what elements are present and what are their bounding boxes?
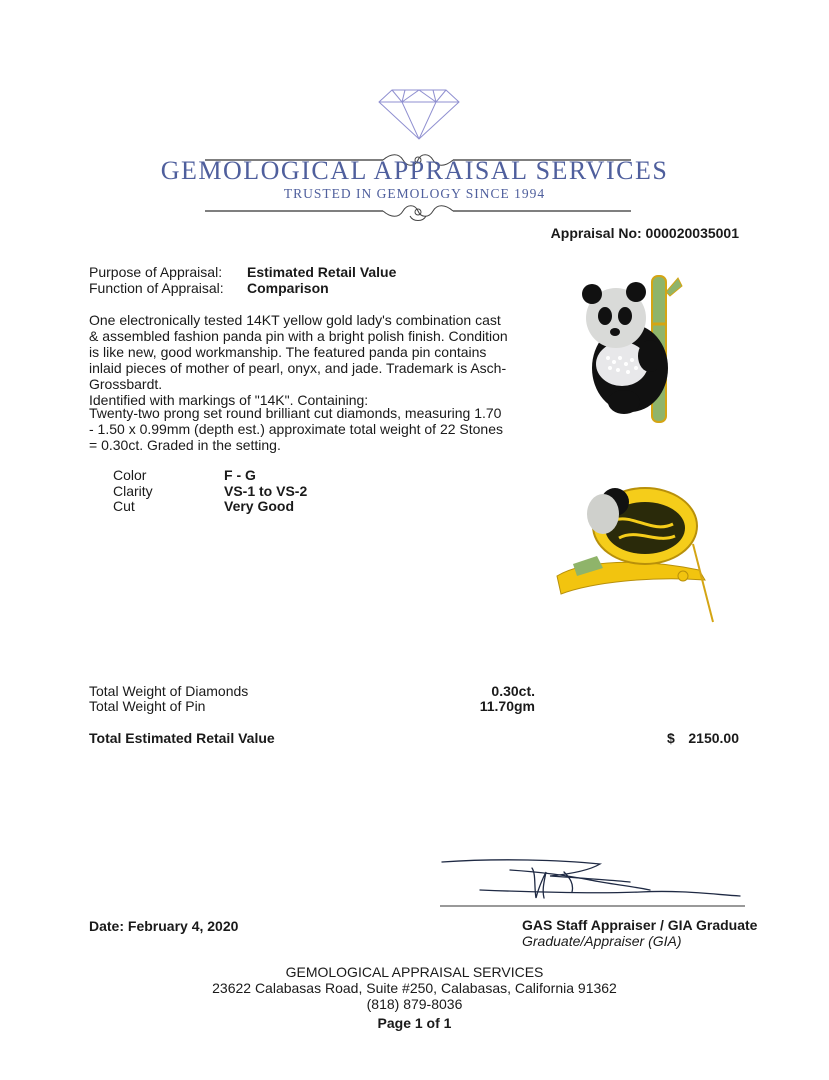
diamond-line: Twenty-two prong set round brilliant cut diamonds, measuring 1.70 [89, 405, 502, 421]
appraiser-title: GAS Staff Appraiser / GIA Graduate [522, 917, 758, 933]
spec-value-clarity: VS-1 to VS-2 [224, 483, 308, 499]
item-description [89, 312, 569, 408]
appraisal-date: Date: February 4, 2020 [89, 918, 239, 934]
spec-label-clarity: Clarity [113, 483, 153, 499]
diamond-line: = 0.30ct. Graded in the setting. [89, 437, 281, 453]
total-diamond-weight-value: 0.30ct. [491, 683, 535, 699]
total-retail-value-label: Total Estimated Retail Value [89, 730, 275, 746]
function-value: Comparison [247, 280, 329, 296]
footer-company: GEMOLOGICAL APPRAISAL SERVICES [285, 964, 544, 980]
description-line: One electronically tested 14KT yellow gold lady's combination cast [89, 312, 501, 328]
description-line: inlaid pieces of mother of pearl, onyx, and jade. Trademark is Asch-Grossbardt. [89, 360, 507, 392]
total-pin-weight-label: Total Weight of Pin [89, 698, 206, 714]
footer-phone: (818) 879-8036 [366, 996, 463, 1012]
description-line: & assembled fashion panda pin with a bright polish finish. Condition [89, 328, 508, 344]
diamond-description [89, 405, 569, 453]
ornamental-rule-bottom [205, 202, 631, 224]
company-name: GEMOLOGICAL APPRAISAL SERVICES [160, 156, 669, 185]
page-number: Page 1 of 1 [377, 1015, 452, 1031]
appraiser-signature [440, 850, 745, 910]
description-line: Identified with markings of "14K". Containing: [89, 392, 369, 408]
description-line: is like new, good workmanship. The featured panda pin contains [89, 344, 487, 360]
spec-value-cut: Very Good [224, 498, 295, 514]
purpose-value: Estimated Retail Value [247, 264, 397, 280]
total-pin-weight-value: 11.70gm [479, 698, 535, 714]
company-tagline: TRUSTED IN GEMOLOGY SINCE 1994 [283, 186, 546, 201]
purpose-label: Purpose of Appraisal: [89, 264, 223, 280]
appraiser-subtitle: Graduate/Appraiser (GIA) [522, 933, 682, 949]
spec-label-color: Color [113, 467, 147, 483]
panda-pin-back-image [553, 484, 725, 629]
panda-pin-front-image [578, 272, 684, 426]
spec-label-cut: Cut [113, 498, 135, 514]
currency-symbol: $ [667, 730, 675, 746]
total-retail-value: 2150.00 [688, 730, 739, 746]
diamond-line: - 1.50 x 0.99mm (depth est.) approximate total weight of 22 Stones [89, 421, 503, 437]
total-diamond-weight-label: Total Weight of Diamonds [89, 683, 249, 699]
footer-address: 23622 Calabasas Road, Suite #250, Calabasas, California 91362 [212, 980, 617, 996]
diamond-logo-icon [378, 88, 460, 140]
function-label: Function of Appraisal: [89, 280, 224, 296]
appraisal-number: Appraisal No: 000020035001 [550, 225, 739, 241]
spec-value-color: F - G [224, 467, 256, 483]
